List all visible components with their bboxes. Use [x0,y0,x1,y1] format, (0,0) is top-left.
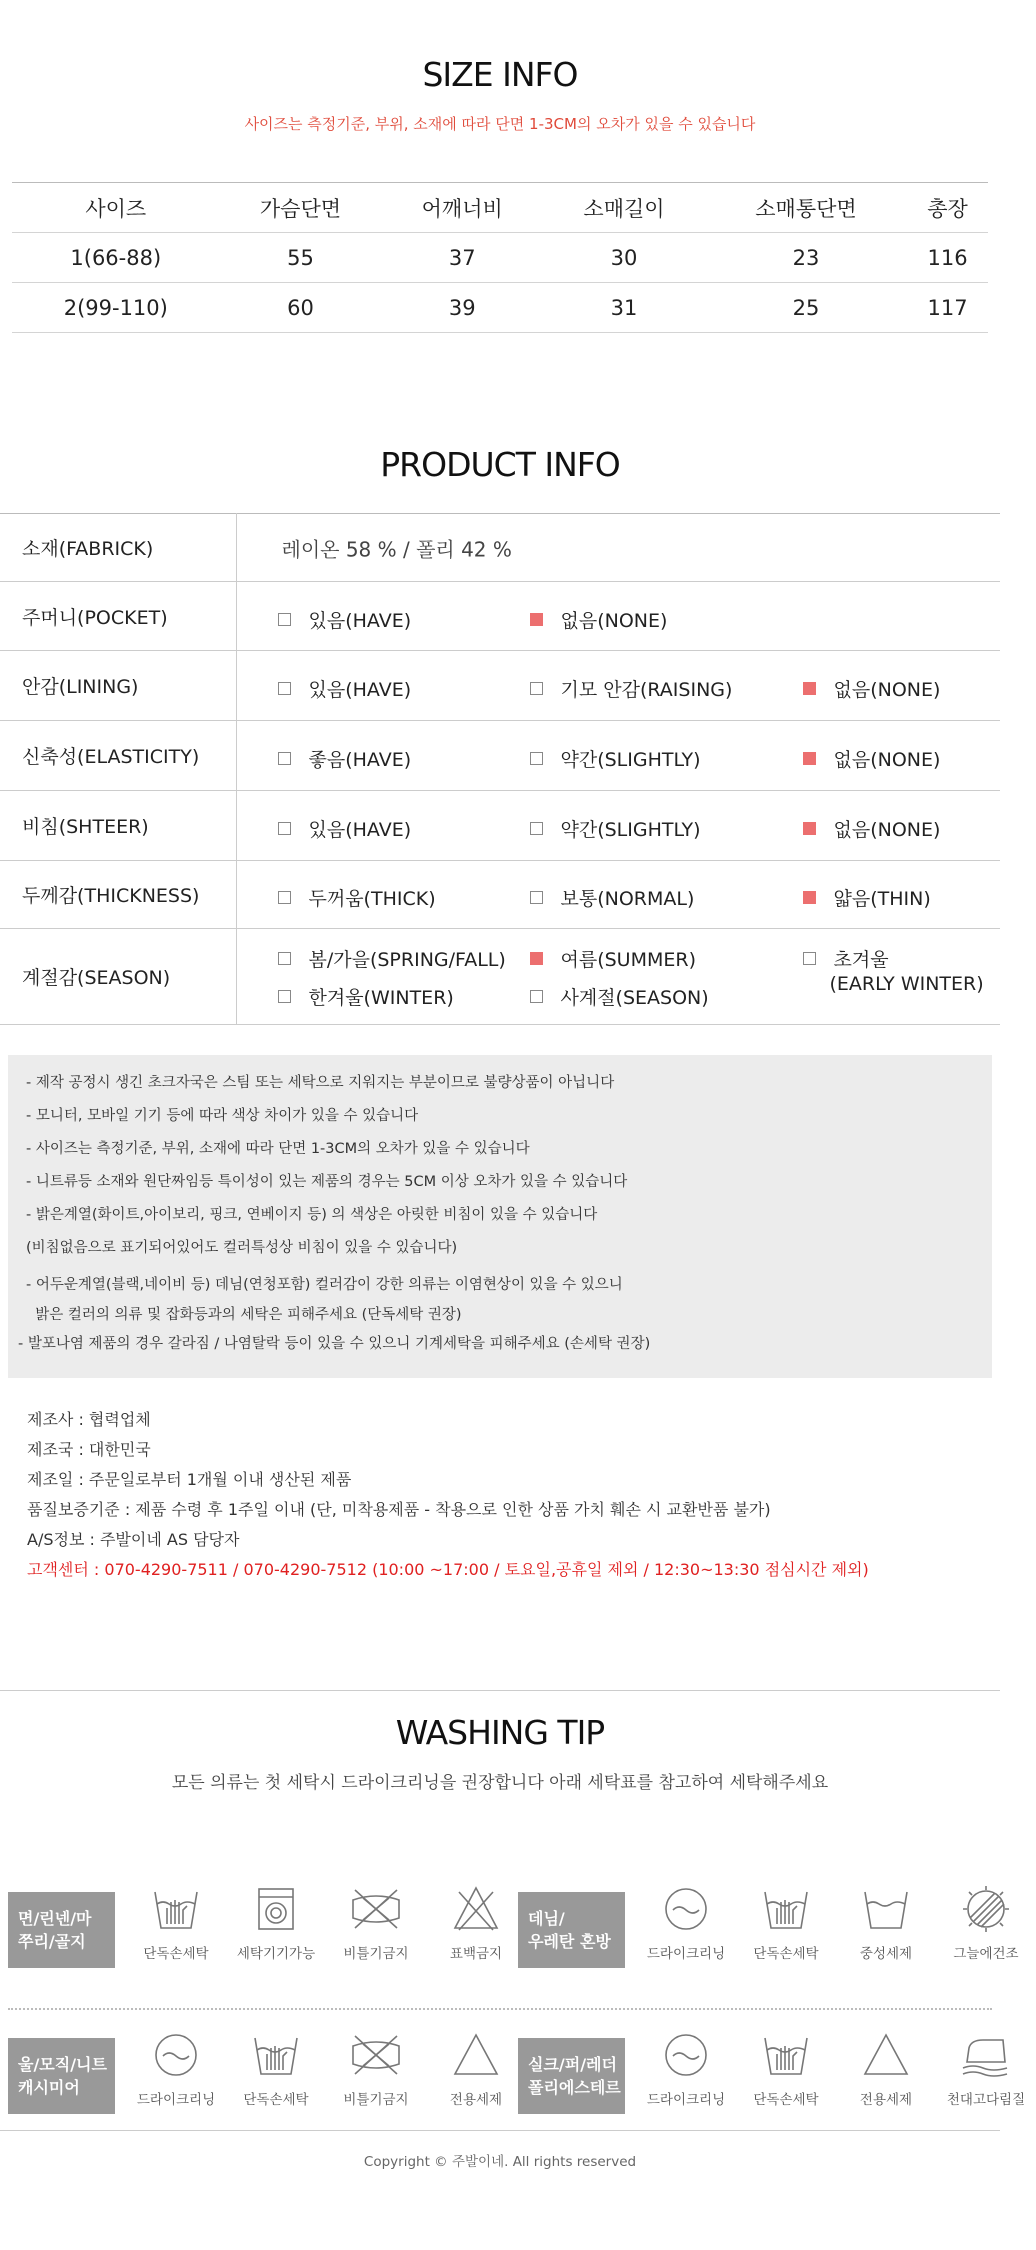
product-row-label: 계절감(SEASON) [0,929,236,1025]
maker-line: A/S정보 : 주발이네 AS 담당자 [27,1530,240,1549]
dry-clean-icon [636,2030,736,2080]
hand-wash-icon [226,2030,326,2080]
notice-line: - 발포나염 제품의 경우 갈라짐 / 나염탈락 등이 있을 수 있으니 기계세탁을 피해주세요 (손세탁 권장) [18,1336,651,1352]
size-cell: 37 [381,233,543,283]
option-label: 없음(NONE) [560,610,668,632]
option [530,745,701,772]
wash-item [836,1884,936,1962]
size-cell: 25 [705,283,907,333]
maker-line: 품질보증기준 : 제품 수령 후 1주일 이내 (단, 미착용제품 - 착용으로 인한 상품 가치 훼손 시 교환반품 불가) [27,1500,771,1519]
divider [0,2130,1000,2131]
hand-wash-icon [736,2030,836,2080]
option [530,945,697,972]
shade-dry-icon [936,1884,1036,1934]
option-label: 초겨울 [833,949,889,971]
product-row-sheer [0,791,1000,861]
checkbox-icon [278,990,291,1003]
size-cell: 2(99-110) [12,283,220,333]
wash-item [326,2030,426,2108]
wash-item-label: 중성세제 [859,1946,913,1962]
product-row-thickness [0,861,1000,929]
option [278,745,412,772]
option-label-cont: (EARLY WINTER) [829,973,984,995]
checkbox-icon [803,891,816,904]
checkbox-icon [530,822,543,835]
wash-item [736,1884,836,1962]
option [530,884,695,911]
size-cell: 60 [220,283,382,333]
checkbox-icon [530,613,543,626]
wash-item-label: 세탁기기가능 [236,1946,316,1962]
product-row-lining [0,651,1000,721]
no-bleach-icon [426,1884,526,1934]
checkbox-icon [278,682,291,695]
option [803,675,941,702]
size-cell: 117 [907,283,988,333]
checkbox-icon [530,891,543,904]
option [803,745,941,772]
wash-item [126,2030,226,2108]
wash-item-label: 드라이크리닝 [646,1946,726,1962]
notice-line: 밝은 컬러의 의류 및 잡화등과의 세탁은 피해주세요 (단독세탁 권장) [26,1307,462,1323]
wash-item [226,1884,326,1962]
special-detergent-icon [836,2030,936,2080]
size-cell: 30 [543,233,705,283]
wash-item [636,2030,736,2108]
option-label: 있음(HAVE) [308,679,412,701]
product-row-label: 신축성(ELASTICITY) [0,721,236,791]
wash-category-label: 면/린넨/마 쭈리/골지 [8,1892,115,1968]
size-cell: 116 [907,233,988,283]
notice-box [8,1055,992,1378]
option-label: 기모 안감(RAISING) [560,679,733,701]
checkbox-icon [530,752,543,765]
wash-item [326,1884,426,1962]
option [803,815,941,842]
product-row-pocket [0,582,1000,651]
wash-item [426,2030,526,2108]
maker-line: 제조사 : 협력업체 [27,1410,151,1429]
option [278,983,454,1010]
option [530,606,668,633]
option-label: 얇음(THIN) [833,888,931,910]
checkbox-icon [530,990,543,1003]
option-label: 보통(NORMAL) [560,888,695,910]
size-cell: 31 [543,283,705,333]
copyright: Copyright © 주발이네. All rights reserved [363,2154,637,2170]
dotted-divider [8,2008,992,2010]
option-label: 없음(NONE) [833,819,941,841]
option-cell [236,861,1000,929]
wash-item-label: 드라이크리닝 [646,2092,726,2108]
option-label: 사계절(SEASON) [560,987,709,1009]
customer-center: 고객센터 : 070-4290-7511 / 070-4290-7512 (10:00 ~17:00 / 토요일,공휴일 제외 / 12:30~13:30 점심시간 제외) [27,1560,869,1579]
checkbox-icon [278,891,291,904]
product-info-title: PRODUCT INFO [380,445,620,484]
option [530,675,733,702]
option-label: 약간(SLIGHTLY) [560,819,701,841]
size-header-cell: 어깨너비 [381,183,543,233]
wash-item [126,1884,226,1962]
wash-item [636,1884,736,1962]
maker-info [27,1405,869,1585]
wash-item [426,1884,526,1962]
notice-line: - 밝은계열(화이트,아이보리, 핑크, 연베이지 등) 의 색상은 아릿한 비침이 있을 수 있습니다 [26,1207,598,1223]
product-row-label: 두께감(THICKNESS) [0,861,236,929]
size-header-cell: 가슴단면 [220,183,382,233]
checkbox-icon [278,613,291,626]
size-table [12,182,988,333]
option [278,945,506,972]
product-row-label: 소재(FABRICK) [0,514,236,582]
wash-item [936,2030,1036,2108]
size-info-note: 사이즈는 측정기준, 부위, 소재에 따라 단면 1-3CM의 오차가 있을 수 있습니다 [244,115,756,133]
option-label: 있음(HAVE) [308,610,412,632]
no-wring-icon [326,1884,426,1934]
wash-item-label: 단독손세탁 [143,1946,209,1962]
checkbox-icon [803,752,816,765]
wash-item-label: 전용세제 [449,2092,503,2108]
wash-item-label: 비틀기금지 [343,1946,409,1962]
dry-clean-icon [126,2030,226,2080]
option-label: 없음(NONE) [833,749,941,771]
washing-machine-icon [226,1884,326,1934]
size-header-cell: 사이즈 [12,183,220,233]
wash-item-label: 그늘에건조 [953,1946,1019,1962]
divider [0,1690,1000,1691]
wash-item [836,2030,936,2108]
size-info-title: SIZE INFO [422,55,578,94]
product-row-label: 주머니(POCKET) [0,582,236,651]
product-row-elasticity [0,721,1000,791]
option-cell [236,929,1000,1025]
notice-line: - 어두운계열(블랙,네이비 등) 데님(연청포함) 컬러감이 강한 의류는 이염현상이 있을 수 있으니 [26,1277,623,1293]
wash-item-label: 천대고다림질 [946,2092,1026,2108]
maker-line: 제조일 : 주문일로부터 1개월 이내 생산된 제품 [27,1470,352,1489]
product-row-season [0,929,1000,1025]
size-header-cell: 소매길이 [543,183,705,233]
checkbox-icon [803,822,816,835]
wash-category-label: 실크/퍼/레더 폴리에스테르 [518,2038,625,2114]
checkbox-icon [530,682,543,695]
checkbox-icon [803,682,816,695]
option [278,675,412,702]
size-cell: 23 [705,233,907,283]
checkbox-icon [278,952,291,965]
option [278,884,436,911]
washing-tip-note: 모든 의류는 첫 세탁시 드라이크리닝을 권장합니다 아래 세탁표를 참고하여 세탁해주세요 [171,1773,829,1793]
size-cell: 1(66-88) [12,233,220,283]
option [530,983,709,1010]
checkbox-icon [803,952,816,965]
table-row [12,233,988,283]
dry-clean-icon [636,1884,736,1934]
fabric-value: 레이온 58 % / 폴리 42 % [281,537,512,561]
checkbox-icon [530,952,543,965]
notice-line: - 사이즈는 측정기준, 부위, 소재에 따라 단면 1-3CM의 오차가 있을 수 있습니다 [26,1141,530,1157]
hand-wash-icon [126,1884,226,1934]
notice-line: - 모니터, 모바일 기기 등에 따라 색상 차이가 있을 수 있습니다 [26,1108,419,1124]
option [278,815,412,842]
checkbox-icon [278,822,291,835]
option-cell [236,582,1000,651]
special-detergent-icon [426,2030,526,2080]
option-label: 두꺼움(THICK) [308,888,436,910]
size-cell: 39 [381,283,543,333]
option-cell [236,651,1000,721]
option [803,884,931,911]
wash-item-label: 단독손세탁 [753,2092,819,2108]
wash-item-label: 표백금지 [449,1946,503,1962]
product-info-table [0,513,1000,1025]
product-row-label: 안감(LINING) [0,651,236,721]
no-wring-icon [326,2030,426,2080]
product-row-label: 비침(SHTEER) [0,791,236,861]
wash-category-label: 울/모직/니트 캐시미어 [8,2038,115,2114]
size-header-cell: 소매통단면 [705,183,907,233]
table-row [12,283,988,333]
option [803,945,889,972]
iron-cloth-icon [936,2030,1036,2080]
wash-item-label: 단독손세탁 [243,2092,309,2108]
option-label: 있음(HAVE) [308,819,412,841]
checkbox-icon [278,752,291,765]
option-label: 좋음(HAVE) [308,749,412,771]
neutral-detergent-icon [836,1884,936,1934]
wash-item [936,1884,1036,1962]
wash-item [736,2030,836,2108]
option-label: 봄/가을(SPRING/FALL) [308,949,506,971]
washing-tip-title: WASHING TIP [395,1713,605,1752]
option-label: 없음(NONE) [833,679,941,701]
hand-wash-icon [736,1884,836,1934]
size-table-header-row [12,183,988,233]
notice-line: - 니트류등 소재와 원단짜임등 특이성이 있는 제품의 경우는 5CM 이상 오차가 있을 수 있습니다 [26,1174,628,1190]
notice-line: (비침없음으로 표기되어있어도 컬러특성상 비침이 있을 수 있습니다) [26,1240,458,1256]
maker-line: 제조국 : 대한민국 [27,1440,151,1459]
product-row-fabric [0,514,1000,582]
wash-item-label: 단독손세탁 [753,1946,819,1962]
option-label: 여름(SUMMER) [560,949,696,971]
option-cell [236,791,1000,861]
wash-item-label: 비틀기금지 [343,2092,409,2108]
wash-item-label: 드라이크리닝 [136,2092,216,2108]
option [278,606,412,633]
option-label: 약간(SLIGHTLY) [560,749,701,771]
option-label: 한겨울(WINTER) [308,987,454,1009]
fabric-cell [236,514,1000,582]
option-cell [236,721,1000,791]
size-header-cell: 총장 [907,183,988,233]
wash-item [226,2030,326,2108]
size-cell: 55 [220,233,382,283]
option [530,815,701,842]
wash-category-label: 데님/ 우레탄 혼방 [518,1892,625,1968]
wash-item-label: 전용세제 [859,2092,913,2108]
notice-line: - 제작 공정시 생긴 초크자국은 스팀 또는 세탁으로 지워지는 부분이므로 불량상품이 아닙니다 [26,1075,615,1091]
